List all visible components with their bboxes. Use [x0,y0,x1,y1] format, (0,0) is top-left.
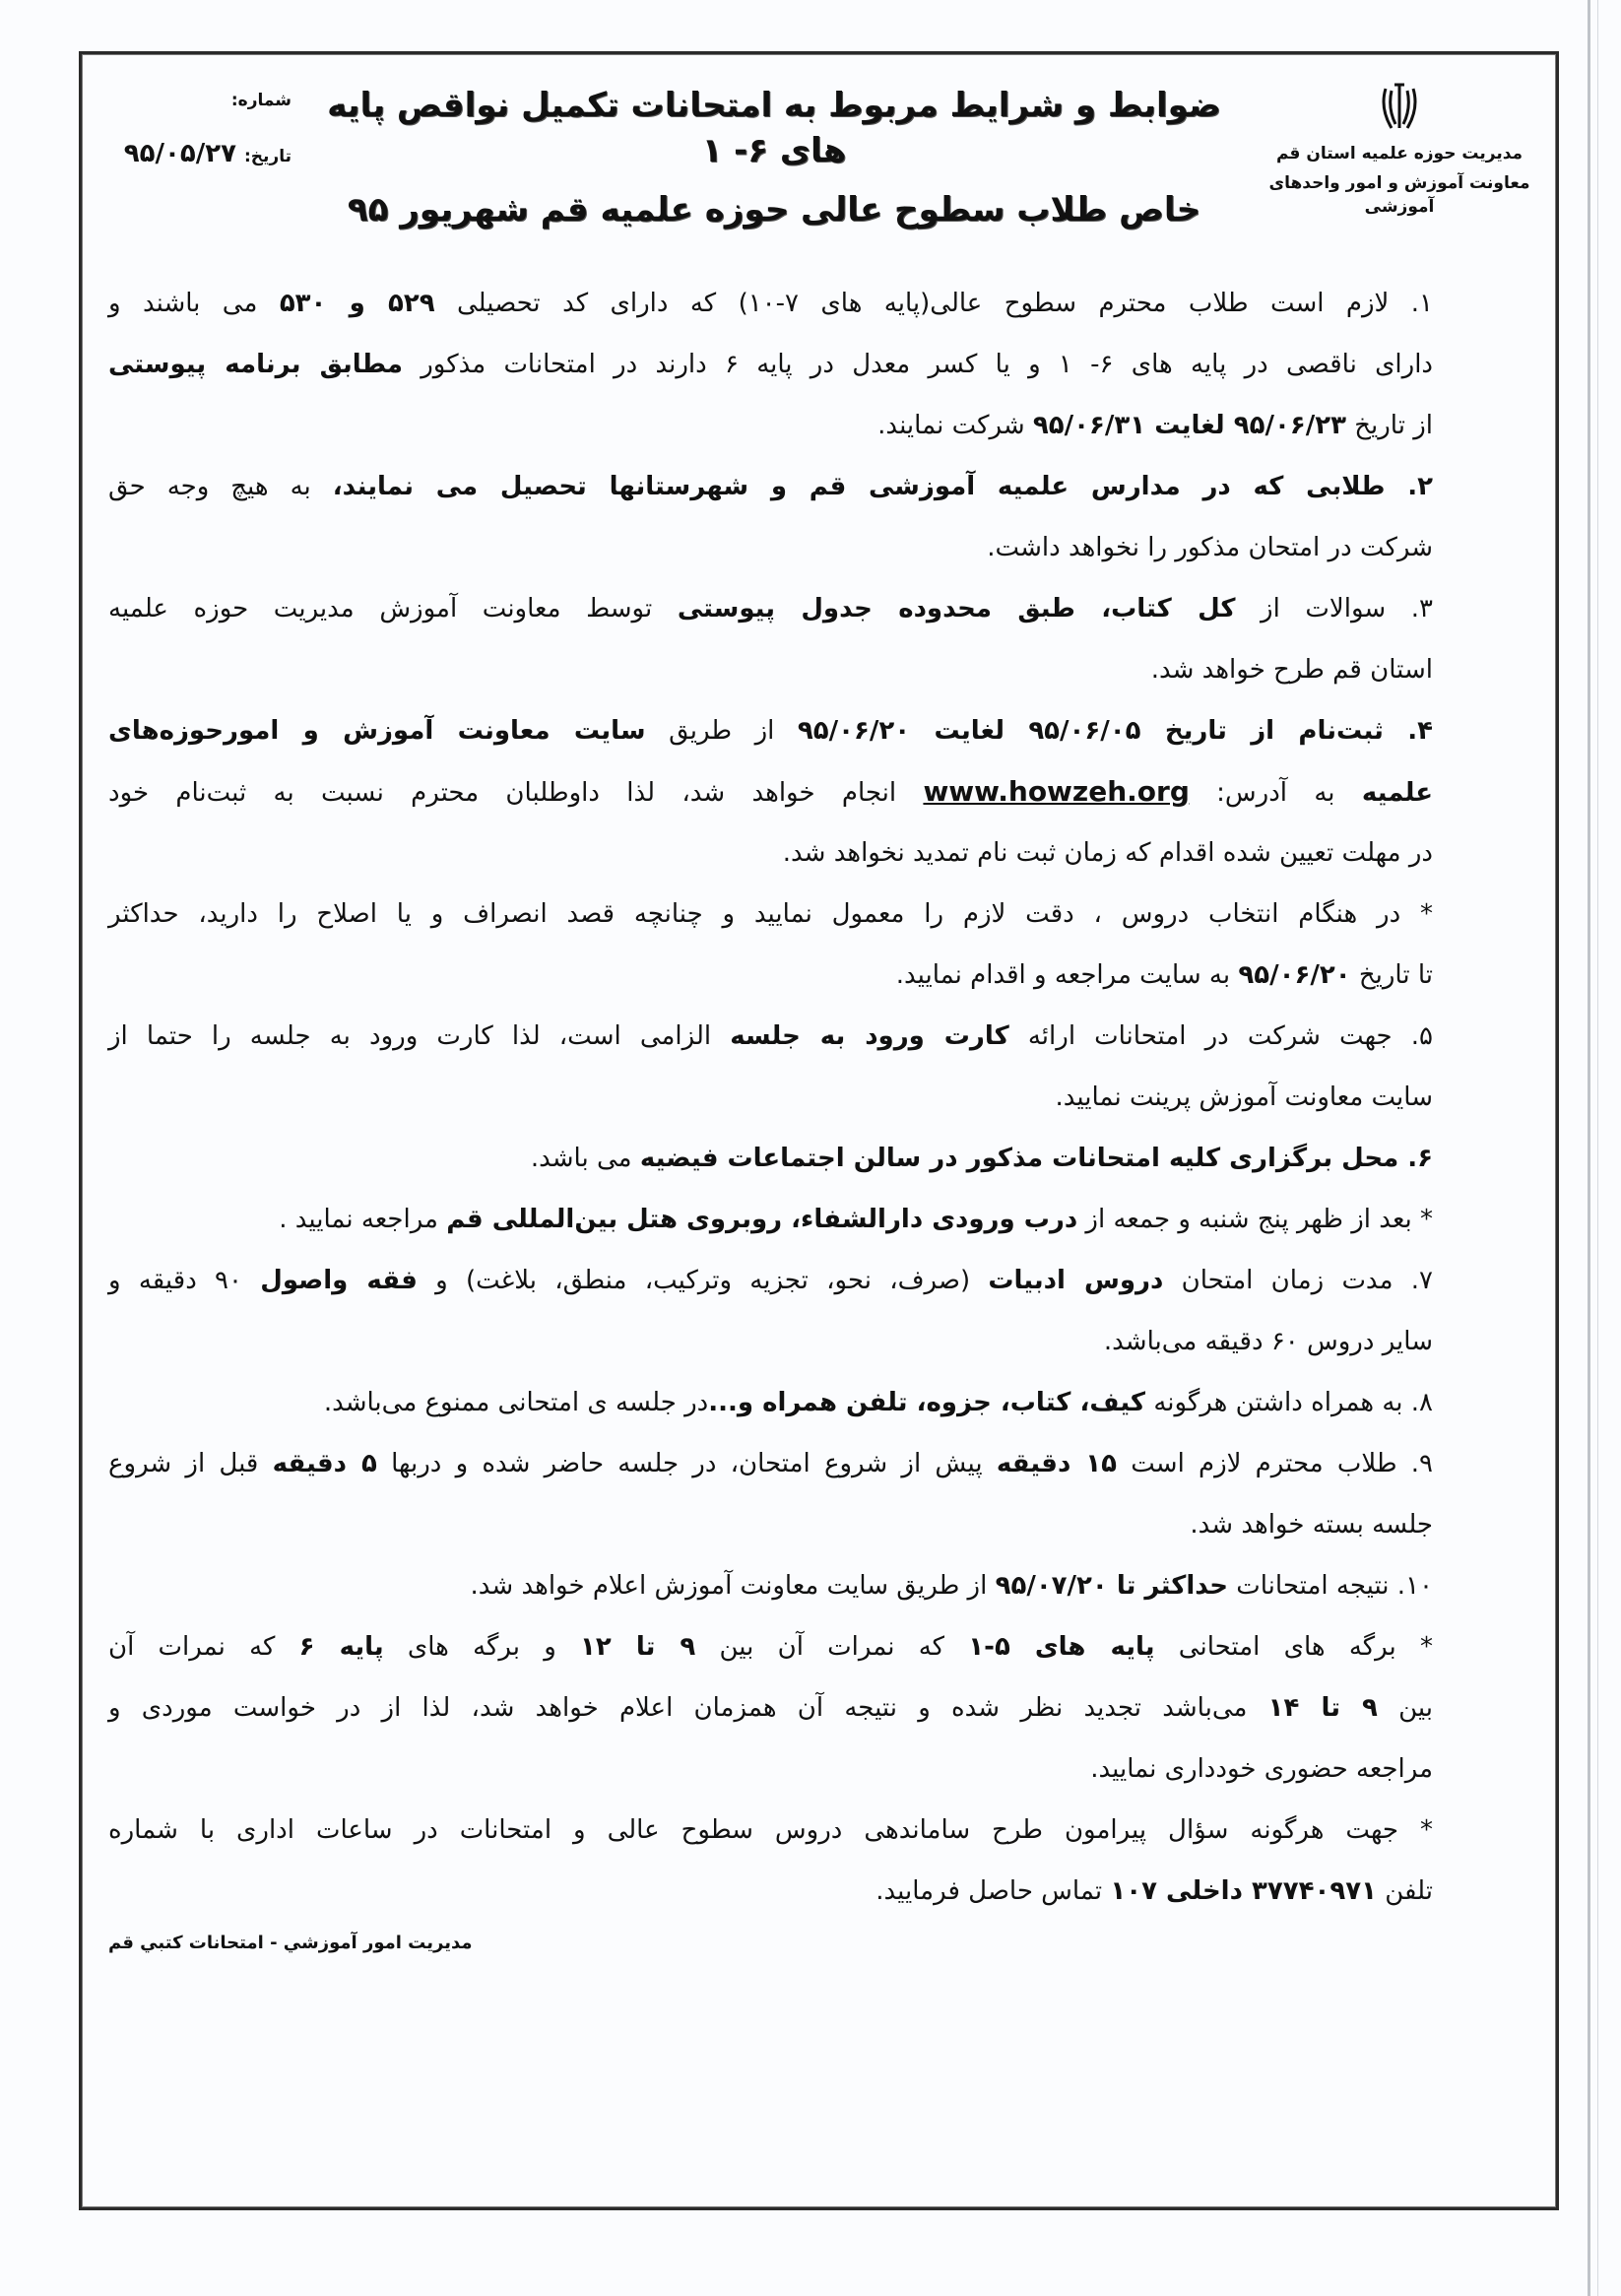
text-segment: استان قم طرح خواهد شد. [1150,655,1433,685]
paragraph-line [108,1436,1433,1497]
text-segment: که نمرات آن [108,1632,299,1662]
bold-text: کل کتاب، طبق محدوده جدول پیوستی [677,594,1236,623]
meta-block [95,79,292,169]
text-segment: مراجعه حضوری خودداری نمایید. [1090,1754,1433,1784]
bold-text: ۹ تا ۱۴ [1267,1693,1378,1723]
text-segment: * برگه های امتحانی [1154,1632,1433,1662]
text-segment: می‌باشد تجدید نظر شده و نتیجه آن همزمان اعلام خواهد شد، لذا از در خواست موردی و [108,1693,1268,1723]
bold-text: کیف، کتاب، جزوه، تلفن همراه و... [708,1388,1146,1417]
text-segment: شرکت در امتحان مذکور را نخواهد داشت. [987,533,1433,562]
paragraph-line [108,276,1433,337]
text-segment: تماس حاصل فرمایید. [875,1876,1111,1906]
text-segment: شرکت نمایند. [877,411,1033,440]
paragraph-line [108,459,1433,520]
scan-edge [1588,0,1590,2296]
bold-text: ۹۵/۰۶/۲۳ لغایت ۹۵/۰۶/۳۱ [1032,411,1346,440]
text-segment: می باشند و [108,289,280,318]
text-segment: ۷. مدت زمان امتحان [1163,1266,1434,1295]
text-segment: بین [1377,1693,1433,1723]
paragraph-line [108,1070,1433,1131]
paragraph-line [108,703,1433,764]
text-segment: ۳. سوالات از [1235,594,1433,623]
number-label: شماره: [230,91,292,110]
text-segment: دارای ناقصی در پایه های ۶- ۱ و یا کسر معدل در پایه ۶ دارند در امتحانات مذکور [402,350,1434,379]
date-row [95,138,292,169]
bold-text: درب ورودی دارالشفاء، روبروی هتل بین‌المللی قم [446,1205,1078,1234]
text-segment: سایر دروس ۶۰ دقیقه می‌باشد. [1103,1327,1433,1356]
paragraph-line [108,825,1433,886]
text-segment: پیش از شروع امتحان، در جلسه حاضر شده و دربها [376,1449,997,1478]
text-segment: ۹۰ دقیقه و [108,1266,261,1295]
text-segment: تا تاریخ [1350,960,1433,990]
bold-text: ۲. طلابی که در مدارس علمیه آموزشی قم و شهرستانها تحصیل می نمایند، [332,472,1433,501]
text-segment: مراجعه نمایید . [279,1205,447,1234]
paragraph-line [108,1864,1433,1925]
text-segment: می باشد. [530,1144,640,1173]
paragraph-line [108,398,1433,459]
text-segment: * بعد از ظهر پنج شنبه و جمعه از [1077,1205,1433,1234]
website-link[interactable]: www.howzeh.org [923,775,1190,808]
bold-text: سایت معاونت آموزش و امورحوزه‌های [108,716,646,746]
org-name: مدیریت حوزه علمیه استان قم [1275,144,1524,164]
paragraph-line [108,764,1433,825]
paragraph-line [108,1253,1433,1314]
paragraph-line [108,1680,1433,1741]
bold-text: علمیه [1361,778,1433,808]
bold-text: کارت ورود به جلسه [730,1021,1009,1051]
number-row [95,89,292,112]
text-segment: به سایت مراجعه و اقدام نمایید. [895,960,1239,990]
text-segment: ۱. لازم است طلاب محترم سطوح عالی(پایه های ۷-۱۰) که دارای کد تحصیلی [434,289,1434,318]
text-segment: * جهت هرگونه سؤال پیرامون طرح ساماندهی دروس سطوح عالی و امتحانات در ساعات اداری با شماره [108,1815,1433,1845]
bold-text: پایه های ۵-۱ [968,1632,1155,1662]
text-segment: از طریق سایت معاونت آموزش اعلام خواهد شد. [470,1571,996,1601]
text-segment: از تاریخ [1345,411,1433,440]
document-header [95,79,1542,232]
paragraph-line [108,1803,1433,1864]
page-subtitle: خاص طلاب سطوح عالی حوزه علمیه قم شهریور ۹۵ [347,190,1201,230]
bold-text: ۶. محل برگزاری کلیه امتحانات مذکور در سالن اجتماعات فیضیه [639,1144,1433,1173]
text-segment: ۵. جهت شرکت در امتحانات ارائه [1008,1021,1433,1051]
document-body [108,276,1433,1956]
paragraph-line [108,1375,1433,1436]
bold-text: فقه واصول [260,1266,418,1295]
bold-text: مطابق برنامه پیوستی [108,350,403,379]
text-segment: و برگه های [383,1632,581,1662]
text-segment: سایت معاونت آموزش پرینت نمایید. [1055,1082,1433,1112]
text-segment: جلسه بسته خواهد شد. [1190,1510,1433,1540]
paragraph-line [108,1314,1433,1375]
bold-text: ۳۷۷۴۰۹۷۱ داخلی ۱۰۷ [1110,1876,1377,1906]
text-segment: که نمرات آن بین [695,1632,969,1662]
text-segment: ۹. طلاب محترم لازم است [1117,1449,1434,1478]
footer-signature: مدیریت امور آموزشي - امتحانات کتبي قم [108,1933,473,1953]
bold-text: حداکثر تا ۹۵/۰۷/۲۰ [995,1571,1229,1601]
date-label: تاریخ: [244,147,292,166]
paragraph-line [108,1741,1433,1803]
paragraph-line [108,1131,1433,1192]
page-title: ضوابط و شرایط مربوط به امتحانات تکمیل نواقص پایه های ۶- ۱ [327,86,1221,170]
org-block [1257,79,1542,219]
paragraph-line [108,1558,1433,1619]
paragraph-line [108,1497,1433,1558]
paragraph-line [108,642,1433,703]
bold-text: ۴. ثبت‌نام از تاریخ ۹۵/۰۶/۰۵ لغایت ۹۵/۰۶/۲۰ [797,716,1433,746]
bold-text: ۹ تا ۱۲ [580,1632,696,1662]
bold-text: دروس ادبیات [988,1266,1164,1295]
iran-emblem-icon [1378,79,1421,136]
text-segment: ۱۰. نتیجه امتحانات [1228,1571,1433,1601]
text-segment: از طریق [645,716,798,746]
paragraph-line [108,520,1433,581]
paragraph-line [108,337,1433,398]
text-segment: انجام خواهد شد، لذا داوطلبان محترم نسبت به ثبت‌نام خود [108,778,924,808]
paragraph-line [108,886,1433,948]
text-segment: ۸. به همراه داشتن هرگونه [1145,1388,1433,1417]
text-segment: به آدرس: [1189,778,1362,808]
text-segment: * در هنگام انتخاب دروس ، دقت لازم را معمول نمایید و چنانچه قصد انصراف و یا اصلاح را دارید، حداکثر [108,899,1433,929]
text-segment: قبل از شروع [108,1449,273,1478]
bold-text: ۹۵/۰۶/۲۰ [1238,960,1351,990]
org-department: معاونت آموزش و امور واحدهای آموزشی [1268,173,1530,217]
text-segment: (صرف، نحو، تجزیه وترکیب، منطق، بلاغت) و [417,1266,989,1295]
paragraph-line [108,581,1433,642]
text-segment: به هیچ وجه حق [108,472,333,501]
paragraph-line [108,948,1433,1009]
bold-text: پایه ۶ [298,1632,384,1662]
paragraph-line [108,1009,1433,1070]
text-segment: تلفن [1376,1876,1433,1906]
date-value: ۹۵/۰۵/۲۷ [123,139,236,168]
bold-text: ۱۵ دقیقه [996,1449,1118,1478]
paragraph-line [108,1192,1433,1253]
text-segment: الزامی است، لذا کارت ورود به جلسه را حتما از [108,1021,731,1051]
text-segment: توسط معاونت آموزش مدیریت حوزه علمیه [108,594,678,623]
text-segment: در جلسه ی امتحانی ممنوع می‌باشد. [323,1388,709,1417]
paragraph-line [108,1619,1433,1680]
title-block [309,79,1239,232]
text-segment: در مهلت تعیین شده اقدام که زمان ثبت نام تمدید نخواهد شد. [782,838,1433,868]
bold-text: ۵۲۹ و ۵۳۰ [279,289,435,318]
scan-edge-2 [1597,0,1598,2296]
bold-text: ۵ دقیقه [272,1449,377,1478]
